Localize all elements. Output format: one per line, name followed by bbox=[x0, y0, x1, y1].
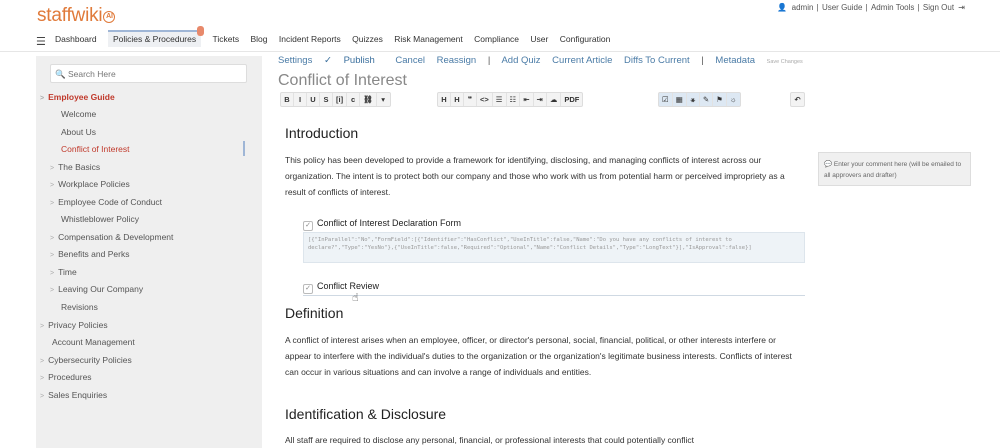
hand-cursor-icon: ☝ bbox=[352, 292, 359, 304]
divider bbox=[303, 295, 805, 296]
separator: | bbox=[701, 55, 704, 66]
code-block-icon[interactable]: <> bbox=[477, 93, 493, 106]
italic-button[interactable]: I bbox=[294, 93, 307, 106]
user-link[interactable]: admin bbox=[791, 3, 814, 12]
block-toolbar bbox=[437, 92, 583, 107]
code-button[interactable]: c bbox=[347, 93, 360, 106]
declaration-form-row[interactable] bbox=[303, 218, 461, 231]
sidebar-item-label: Benefits and Perks bbox=[58, 249, 130, 259]
sidebar-item-label: Employee Guide bbox=[48, 92, 115, 102]
admin-tools-link[interactable]: Admin Tools bbox=[870, 3, 915, 12]
sidebar-item-welcome[interactable]: Welcome bbox=[61, 109, 97, 119]
logo-ai-badge: AI bbox=[103, 11, 115, 23]
top-bar bbox=[0, 0, 1000, 52]
article-actions bbox=[278, 55, 812, 66]
pdf-button[interactable]: PDF bbox=[564, 95, 580, 104]
nav-quizzes[interactable]: Quizzes bbox=[352, 34, 383, 44]
publish-label: Publish bbox=[343, 55, 375, 66]
sidebar-item-sales-enquiries[interactable] bbox=[40, 390, 107, 400]
sidebar-item-label: Compensation & Development bbox=[58, 232, 174, 242]
sidebar bbox=[36, 56, 262, 448]
sidebar-item-label: Time bbox=[58, 267, 77, 277]
declaration-form-label: Conflict of Interest Declaration Form bbox=[317, 218, 462, 228]
undo-icon[interactable]: ↶ bbox=[794, 95, 801, 104]
comment-placeholder: Enter your comment here (will be emailed to all approvers and drafter) bbox=[824, 161, 962, 179]
nav-policies[interactable] bbox=[108, 30, 201, 47]
flag-icon[interactable]: ⚑ bbox=[713, 93, 727, 106]
chevron-right-icon: > bbox=[50, 252, 55, 259]
sidebar-item-time[interactable] bbox=[50, 267, 77, 277]
underline-button[interactable]: U bbox=[307, 93, 320, 106]
chevron-right-icon: > bbox=[50, 287, 55, 294]
review-form-row[interactable] bbox=[303, 281, 379, 294]
link-icon[interactable]: ⛓ bbox=[360, 93, 377, 106]
nav-dashboard[interactable]: Dashboard bbox=[55, 34, 97, 44]
chevron-right-icon: > bbox=[40, 95, 45, 102]
chevron-right-icon: > bbox=[40, 375, 45, 382]
sidebar-item-benefits[interactable] bbox=[50, 249, 129, 259]
sidebar-item-procedures[interactable] bbox=[40, 372, 92, 382]
chevron-right-icon: > bbox=[50, 165, 55, 172]
form-check-icon[interactable]: ✓ bbox=[303, 221, 313, 231]
cloud-upload-icon[interactable]: ☁ bbox=[547, 93, 562, 106]
signature-icon[interactable]: ✎ bbox=[700, 93, 713, 106]
chevron-right-icon: > bbox=[40, 393, 45, 400]
sidebar-item-leaving[interactable] bbox=[50, 284, 143, 294]
search-icon: 🔍 bbox=[55, 69, 66, 79]
cancel-link[interactable]: Cancel bbox=[395, 55, 425, 66]
add-quiz-link[interactable]: Add Quiz bbox=[501, 55, 541, 66]
indent-icon[interactable]: ⇥ bbox=[534, 93, 547, 106]
sidebar-item-label: Privacy Policies bbox=[48, 320, 108, 330]
nav-compliance[interactable]: Compliance bbox=[474, 34, 520, 44]
logo-text: staffwiki bbox=[37, 5, 103, 26]
nav-configuration[interactable]: Configuration bbox=[559, 34, 611, 44]
sidebar-item-privacy[interactable] bbox=[40, 320, 108, 330]
sidebar-item-the-basics[interactable] bbox=[50, 162, 100, 172]
sidebar-item-label: Procedures bbox=[48, 372, 92, 382]
sidebar-item-compensation[interactable] bbox=[50, 232, 173, 242]
settings-link[interactable]: Settings bbox=[278, 55, 313, 66]
search-placeholder: Search Here bbox=[67, 69, 116, 79]
intro-paragraph: This policy has been developed to provide a framework for identifying, disclosing, and managing conflicts of interest across our organization. The intent is to protect both our company and those who work with us from potential harm or perceived impropriety as a result of conflicts of interest. bbox=[285, 155, 785, 197]
reassign-link[interactable]: Reassign bbox=[436, 55, 477, 66]
identification-heading: Identification & Disclosure bbox=[285, 406, 447, 422]
comment-input[interactable] bbox=[818, 152, 971, 186]
outdent-icon[interactable]: ⇤ bbox=[520, 93, 533, 106]
user-menu: 👤 admin | User Guide | Admin Tools | Sign Out ⇥ bbox=[777, 3, 965, 12]
bullet-list-icon[interactable]: ☰ bbox=[493, 93, 507, 106]
main-nav bbox=[55, 34, 619, 48]
sidebar-item-whistleblower[interactable]: Whistleblower Policy bbox=[61, 214, 139, 224]
diffs-link[interactable]: Diffs To Current bbox=[624, 55, 690, 66]
search-input[interactable] bbox=[50, 64, 247, 83]
sidebar-item-cybersecurity[interactable] bbox=[40, 355, 132, 365]
nav-tickets[interactable]: Tickets bbox=[212, 34, 240, 44]
chevron-right-icon: > bbox=[40, 323, 45, 330]
page-title: Conflict of Interest bbox=[278, 72, 407, 89]
chevron-right-icon: > bbox=[50, 270, 55, 277]
logo[interactable] bbox=[37, 5, 115, 27]
sidebar-item-label: Employee Code of Conduct bbox=[58, 197, 163, 207]
sidebar-item-conflict-of-interest[interactable]: Conflict of Interest bbox=[61, 144, 130, 154]
chevron-right-icon: > bbox=[50, 182, 55, 189]
sign-out-link[interactable]: Sign Out bbox=[922, 3, 955, 12]
checkbox-icon[interactable]: ☑ bbox=[659, 93, 673, 106]
nav-user[interactable]: User bbox=[530, 34, 549, 44]
separator: | bbox=[487, 55, 491, 66]
user-icon: 👤 bbox=[777, 3, 788, 12]
sidebar-item-label: Workplace Policies bbox=[58, 179, 130, 189]
table-icon[interactable]: ▦ bbox=[673, 93, 687, 106]
heading2-button[interactable]: H bbox=[451, 93, 464, 106]
dropdown-icon[interactable]: ▾ bbox=[381, 95, 385, 104]
chevron-right-icon: > bbox=[50, 235, 55, 242]
chevron-right-icon: > bbox=[40, 358, 45, 365]
definition-paragraph: A conflict of interest arises when an employee, officer, or director's personal, social, financial, political, or other interests interfere or appear to interfere with the individual's duties to the organization or the organization's legitimate business interests. Conflicts of interest can occur in various situations and can involve a range of individuals and entities. bbox=[285, 335, 792, 377]
form-json-definition[interactable]: [{"InParallel":"No","FormField":[{"Identifier":"HasConflict","UseInTitle":false,"Name":"Do you have any conflicts of interest to declare?","Type":"YesNo"},{"UseInTitle":false,"Required":"Optional","Name":"Conflict Details","Type":"LongText"}],"IsApproval":false}] bbox=[303, 232, 805, 263]
definition-heading: Definition bbox=[285, 305, 344, 321]
current-item-indicator bbox=[243, 141, 245, 156]
sidebar-item-workplace-policies[interactable] bbox=[50, 179, 130, 189]
review-form-label: Conflict Review bbox=[317, 281, 380, 291]
nav-risk-management[interactable]: Risk Management bbox=[394, 34, 463, 44]
hierarchy-icon[interactable]: ⚹ bbox=[687, 93, 700, 106]
sidebar-item-account-management[interactable]: Account Management bbox=[52, 337, 135, 347]
chevron-right-icon: > bbox=[50, 200, 55, 207]
sidebar-item-label: The Basics bbox=[58, 162, 101, 172]
format-toolbar bbox=[280, 92, 391, 107]
quote-icon[interactable]: ❞ bbox=[464, 93, 477, 106]
menu-icon[interactable]: ☰ bbox=[36, 36, 46, 48]
notification-badge bbox=[197, 26, 204, 36]
sidebar-item-label: Sales Enquiries bbox=[48, 390, 108, 400]
undo-toolbar bbox=[790, 92, 805, 107]
publish-button[interactable] bbox=[324, 55, 384, 66]
metadata-link[interactable]: Metadata bbox=[715, 55, 756, 66]
save-changes-link[interactable]: Save Changes bbox=[766, 59, 803, 65]
nav-policies-label: Policies & Procedures bbox=[112, 34, 197, 44]
user-guide-link[interactable]: User Guide bbox=[821, 3, 863, 12]
identification-paragraph: All staff are required to disclose any personal, financial, or professional interests that could potentially conflict bbox=[285, 435, 695, 445]
lightbulb-icon[interactable]: ☼ bbox=[729, 95, 737, 104]
comment-icon: 💬 bbox=[824, 161, 833, 168]
heading1-button[interactable]: H bbox=[438, 93, 451, 106]
intro-heading: Introduction bbox=[285, 125, 359, 141]
sidebar-item-code-of-conduct[interactable] bbox=[50, 197, 162, 207]
sidebar-item-employee-guide[interactable] bbox=[40, 92, 115, 102]
strikethrough-button[interactable]: S bbox=[320, 93, 333, 106]
nav-blog[interactable]: Blog bbox=[250, 34, 268, 44]
numbered-list-icon[interactable]: ☷ bbox=[507, 93, 521, 106]
bold-button[interactable]: B bbox=[281, 93, 294, 106]
insert-toolbar bbox=[658, 92, 741, 107]
check-icon: ✓ bbox=[323, 55, 332, 66]
sidebar-item-revisions[interactable]: Revisions bbox=[61, 302, 98, 312]
inline-button[interactable]: [i] bbox=[333, 93, 347, 106]
sidebar-item-about-us[interactable]: About Us bbox=[61, 127, 96, 137]
current-article-link[interactable]: Current Article bbox=[552, 55, 613, 66]
sidebar-item-label: Cybersecurity Policies bbox=[48, 355, 132, 365]
sidebar-item-label: Leaving Our Company bbox=[58, 284, 144, 294]
form-check-icon[interactable]: ✓ bbox=[303, 284, 313, 294]
nav-incident-reports[interactable]: Incident Reports bbox=[278, 34, 341, 44]
sign-out-icon[interactable]: ⇥ bbox=[958, 3, 965, 12]
